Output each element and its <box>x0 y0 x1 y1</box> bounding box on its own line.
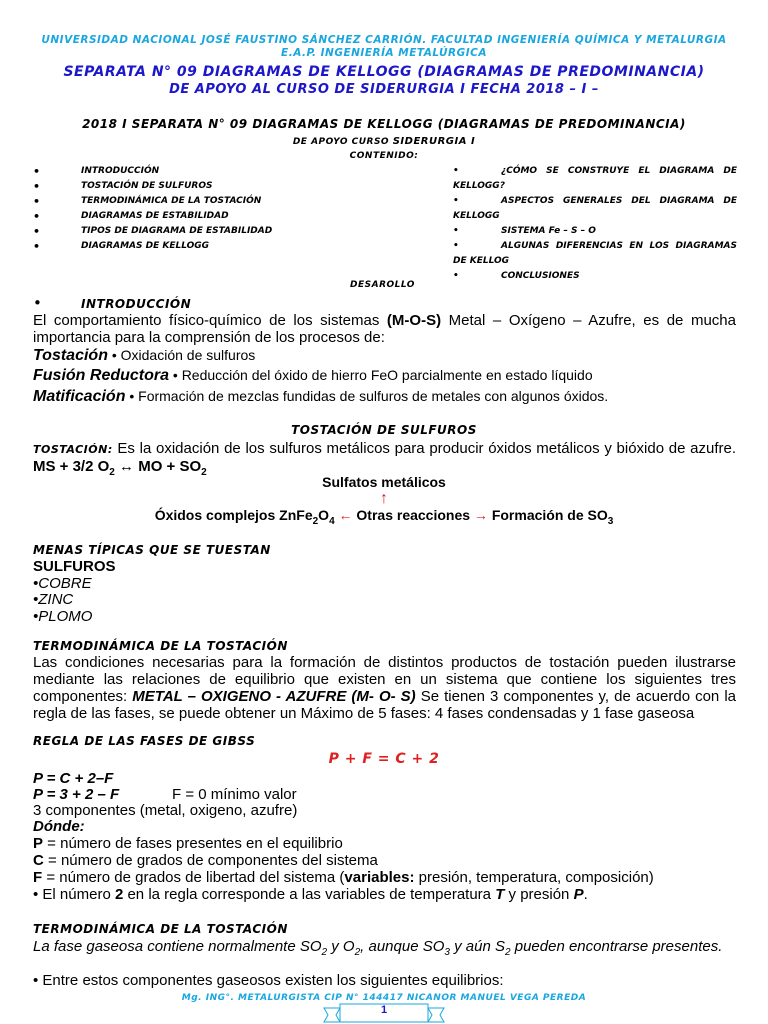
toc-item: • TOSTACIÓN DE SULFUROS <box>33 179 363 194</box>
header-school: E.A.P. INGENIERÍA METALÚRGICA <box>281 47 487 59</box>
termo1-heading: TERMODINÁMICA DE LA TOSTACIÓN <box>33 639 288 653</box>
gibbs-line2: P = 3 + 2 – F F = 0 mínimo valor <box>33 786 297 803</box>
toc-item: • TERMODINÁMICA DE LA TOSTACIÓN <box>33 194 363 209</box>
intro-paragraph: El comportamiento físico-químico de los sistemas (M-O-S) Metal – Oxígeno – Azufre, es de mucha importancia para la comprensión de los procesos de: <box>33 312 736 346</box>
title-course <box>0 136 768 147</box>
toc-item: • ALGUNAS DIFERENCIAS EN LOS DIAGRAMAS DE KELLOG <box>453 241 737 266</box>
oxidos-line: Óxidos complejos $ZnFe_2O_4$ ← Otras reacciones → Formación de $SO_3$ <box>154 507 614 527</box>
toc-item-text: SISTEMA Fe – S – O <box>501 226 596 236</box>
page-number: 1 <box>380 1004 388 1016</box>
gibbs-f-def: F = número de grados de libertad del sistema (variables: presión, temperatura, composición) <box>33 869 654 886</box>
termo1-paragraph: Las condiciones necesarias para la formación de distintos productos de tostación pueden ilustrarse mediante las relaciones de equilibrio que existen en un sistema que contiene los siguientes tres componentes: METAL – OXIGENO - AZUFRE (M- O- S) Se tienen 3 componentes y, de acuerdo con la regla de las fases, se puede obtener un Máximo de 5 fases: 4 fases condensadas y 1 fase gaseosa <box>33 654 736 722</box>
up-arrow-icon: ↑ <box>380 490 388 507</box>
toc-right <box>405 164 737 284</box>
toc-item: • SISTEMA Fe – S – O <box>453 226 596 236</box>
gibbs-line1: P = C + 2–F <box>33 770 114 787</box>
header-apoyo: DE APOYO AL CURSO DE SIDERURGIA I FECHA 2018 – I – <box>169 82 599 97</box>
menas-heading: MENAS TÍPICAS QUE SE TUESTAN <box>33 543 271 557</box>
desarollo-label: DESAROLLO <box>350 280 415 290</box>
right-arrow-icon: → <box>470 507 492 523</box>
intro-fusion: Fusión Reductora • Reducción del óxido de hierro FeO parcialmente en estado líquido <box>33 367 593 384</box>
gibbs-formula: P + F = C + 2 <box>328 751 440 767</box>
intro-heading: • INTRODUCCIÓN <box>33 294 192 312</box>
document-title: 2018 I SEPARATA N° 09 DIAGRAMAS DE KELLOGG (DIAGRAMAS DE PREDOMINANCIA) <box>82 117 686 131</box>
termo2-heading: TERMODINÁMICA DE LA TOSTACIÓN <box>33 922 288 936</box>
footer-author: Mg. ING°. METALURGISTA CIP N° 144417 NICANOR MANUEL VEGA PEREDA <box>181 993 587 1003</box>
title-course-name: SIDERURGIA I <box>392 136 476 147</box>
toc-item: • ASPECTOS GENERALES DEL DIAGRAMA DE KELLOGG <box>453 196 737 221</box>
menas-item: •PLOMO <box>33 608 93 625</box>
toc-item: • TIPOS DE DIAGRAMA DE ESTABILIDAD <box>33 224 363 239</box>
toc-item-text: ¿CÓMO SE CONSTRUYE EL DIAGRAMA DE KELLOGG? <box>453 166 737 191</box>
toc-item: • ¿CÓMO SE CONSTRUYE EL DIAGRAMA DE KELLOGG? <box>453 166 737 191</box>
toc-left <box>33 164 363 254</box>
gibbs-line3: 3 componentes (metal, oxigeno, azufre) <box>33 802 298 819</box>
toc-item-text: ASPECTOS GENERALES DEL DIAGRAMA DE KELLOGG <box>453 196 737 221</box>
menas-item: •COBRE <box>33 575 92 592</box>
toc-item: • DIAGRAMAS DE KELLOGG <box>33 239 363 254</box>
left-arrow-icon: ← <box>334 507 357 523</box>
toc-item: • CONCLUSIONES <box>453 271 580 281</box>
toc-item: • INTRODUCCIÓN <box>33 164 363 179</box>
title-course-prefix: DE APOYO CURSO <box>292 137 393 147</box>
gibbs-note: • El número 2 en la regla corresponde a las variables de temperatura T y presión P. <box>33 886 588 903</box>
gibbs-donde: Dónde: <box>33 818 85 835</box>
tostacion-paragraph: TOSTACIÓN: Es la oxidación de los sulfuros metálicos para producir óxidos metálicos y bióxido de azufre. MS + 3/2 $O_2$ ↔ MO + $SO_2$ <box>33 440 736 478</box>
sulfatos-label: Sulfatos metálicos <box>322 474 446 490</box>
contenido-label: CONTENIDO: <box>349 151 419 161</box>
intro-tostacion: Tostación • Oxidación de sulfuros <box>33 347 256 364</box>
menas-sulfuros: SULFUROS <box>33 558 116 575</box>
toc-item: • DIAGRAMAS DE ESTABILIDAD <box>33 209 363 224</box>
toc-item-text: CONCLUSIONES <box>501 271 580 281</box>
toc-item-text: ALGUNAS DIFERENCIAS EN LOS DIAGRAMAS DE KELLOG <box>453 241 737 266</box>
intro-matificacion: Matificación • Formación de mezclas fundidas de sulfuros de metales con algunos óxidos. <box>33 388 609 405</box>
header-separata: SEPARATA N° 09 DIAGRAMAS DE KELLOGG (DIAGRAMAS DE PREDOMINANCIA) <box>63 64 705 80</box>
tostacion-heading: TOSTACIÓN DE SULFUROS <box>291 423 477 437</box>
termo2-paragraph: La fase gaseosa contiene normalmente $SO_2$ y $O_2$, aunque $SO_3$ y aún $S_2$ pueden encontrarse presentes. <box>33 938 723 958</box>
intro-heading-text: INTRODUCCIÓN <box>81 297 192 311</box>
gibbs-heading: REGLA DE LAS FASES DE GIBSS <box>33 734 256 748</box>
termo2-bullet: • Entre estos componentes gaseosos existen los siguientes equilibrios: <box>33 972 504 989</box>
gibbs-c-def: C = número de grados de componentes del sistema <box>33 852 378 869</box>
gibbs-p-def: P = número de fases presentes en el equilibrio <box>33 835 343 852</box>
menas-item: •ZINC <box>33 591 74 608</box>
header-university: UNIVERSIDAD NACIONAL JOSÉ FAUSTINO SÁNCHEZ CARRIÓN. FACULTAD INGENIERÍA QUÍMICA Y METALURGIA <box>41 34 727 46</box>
